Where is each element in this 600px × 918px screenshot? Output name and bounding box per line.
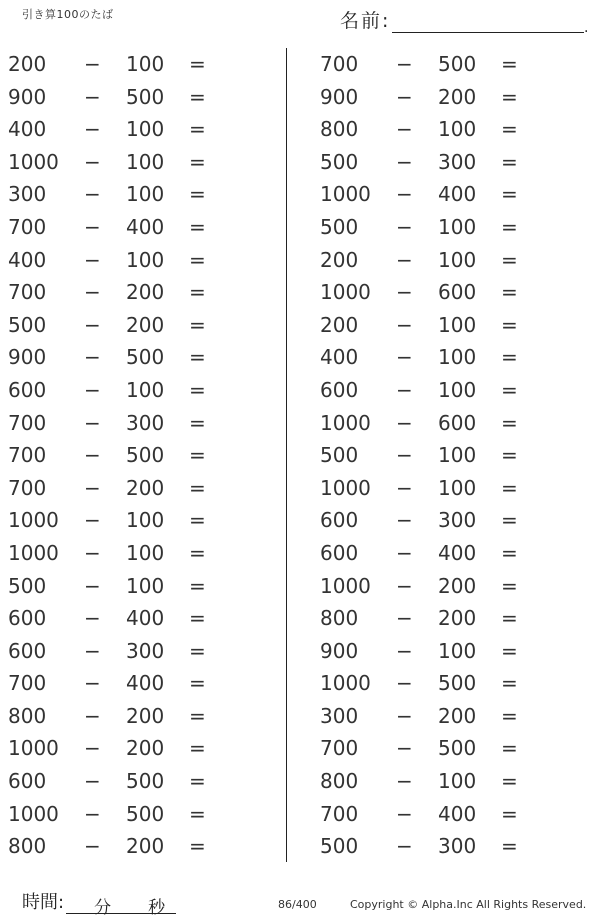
minus-sign: − [84,736,101,761]
equals-sign: = [501,540,518,565]
minuend: 1000 [8,149,59,174]
minuend: 800 [320,769,359,794]
subtrahend: 100 [438,638,477,663]
subtrahend: 100 [438,214,477,239]
minus-sign: − [396,801,413,826]
minus-sign: − [396,377,413,402]
equals-sign: = [501,377,518,402]
equals-sign: = [501,769,518,794]
subtrahend: 200 [126,475,165,500]
minus-sign: − [84,117,101,142]
subtrahend: 600 [438,410,477,435]
subtrahend: 200 [126,280,165,305]
subtrahend: 100 [126,377,165,402]
subtrahend: 500 [438,736,477,761]
equals-sign: = [501,84,518,109]
minus-sign: − [84,703,101,728]
equals-sign: = [189,475,206,500]
minuend: 300 [8,182,47,207]
minus-sign: − [396,475,413,500]
minuend: 1000 [320,475,371,500]
equals-sign: = [501,736,518,761]
minus-sign: − [396,182,413,207]
minus-sign: − [84,280,101,305]
subtrahend: 300 [126,638,165,663]
subtrahend: 600 [438,280,477,305]
equals-sign: = [189,834,206,859]
column-divider [286,48,287,862]
minuend: 500 [320,834,359,859]
subtrahend: 200 [126,736,165,761]
minus-sign: − [396,606,413,631]
equals-sign: = [189,280,206,305]
minuend: 800 [320,606,359,631]
equals-sign: = [189,736,206,761]
minuend: 500 [320,149,359,174]
minus-sign: − [84,475,101,500]
worksheet-title: 引き算100のたば [22,8,114,21]
equals-sign: = [501,834,518,859]
equals-sign: = [501,475,518,500]
minus-sign: − [396,703,413,728]
minus-sign: − [396,345,413,370]
subtrahend: 100 [126,149,165,174]
subtrahend: 100 [438,443,477,468]
minuend: 200 [320,312,359,337]
subtrahend: 300 [438,834,477,859]
minuend: 700 [320,52,359,76]
subtrahend: 100 [126,52,165,76]
equals-sign: = [189,671,206,696]
equals-sign: = [189,443,206,468]
subtrahend: 400 [126,214,165,239]
subtrahend: 500 [126,443,165,468]
minuend: 300 [320,703,359,728]
minuend: 600 [320,377,359,402]
subtrahend: 100 [438,475,477,500]
minus-sign: − [396,573,413,598]
subtrahend: 100 [126,508,165,533]
minus-sign: − [396,508,413,533]
minus-sign: − [84,638,101,663]
minus-sign: − [84,345,101,370]
minuend: 200 [320,247,359,272]
minus-sign: − [84,214,101,239]
subtrahend: 200 [126,312,165,337]
equals-sign: = [189,638,206,663]
subtrahend: 100 [126,117,165,142]
subtrahend: 400 [126,606,165,631]
minuend: 1000 [320,182,371,207]
minuend: 1000 [320,410,371,435]
equals-sign: = [189,769,206,794]
subtrahend: 100 [126,540,165,565]
minuend: 800 [8,703,47,728]
subtrahend: 400 [438,182,477,207]
subtrahend: 200 [126,703,165,728]
minuend: 700 [320,736,359,761]
minus-sign: − [84,377,101,402]
subtrahend: 500 [438,671,477,696]
minus-sign: − [396,149,413,174]
subtrahend: 400 [438,801,477,826]
minus-sign: − [396,736,413,761]
minus-sign: − [84,149,101,174]
subtrahend: 300 [126,410,165,435]
minuend: 700 [8,214,47,239]
minus-sign: − [84,312,101,337]
equals-sign: = [189,573,206,598]
minuend: 900 [8,345,47,370]
equals-sign: = [501,703,518,728]
minus-sign: − [84,508,101,533]
equals-sign: = [501,345,518,370]
equals-sign: = [189,606,206,631]
name-field [340,6,584,33]
subtrahend: 100 [438,247,477,272]
time-field [22,888,176,918]
equals-sign: = [189,117,206,142]
subtrahend: 100 [438,117,477,142]
subtrahend: 400 [438,540,477,565]
equals-sign: = [189,52,206,76]
minus-sign: − [396,84,413,109]
minus-sign: − [396,410,413,435]
equals-sign: = [189,214,206,239]
subtrahend: 100 [438,312,477,337]
subtrahend: 200 [126,834,165,859]
equals-sign: = [501,801,518,826]
equals-sign: = [501,410,518,435]
page-number: 86/400 [278,898,317,911]
minus-sign: − [396,312,413,337]
equals-sign: = [501,312,518,337]
minus-sign: − [396,540,413,565]
equals-sign: = [501,117,518,142]
minuend: 700 [8,443,47,468]
equals-sign: = [501,508,518,533]
equals-sign: = [189,247,206,272]
subtrahend: 100 [126,573,165,598]
equals-sign: = [189,508,206,533]
equals-sign: = [501,280,518,305]
minus-sign: − [396,443,413,468]
minuend: 700 [8,671,47,696]
subtrahend: 100 [438,345,477,370]
minuend: 1000 [320,280,371,305]
minus-sign: − [84,801,101,826]
equals-sign: = [189,312,206,337]
minuend: 600 [8,377,47,402]
minuend: 600 [8,638,47,663]
minus-sign: − [396,247,413,272]
minuend: 700 [8,280,47,305]
equals-sign: = [501,247,518,272]
name-label: 名前: [340,10,391,32]
equals-sign: = [189,149,206,174]
minus-sign: − [84,540,101,565]
equals-sign: = [189,801,206,826]
minuend: 1000 [320,671,371,696]
subtrahend: 100 [126,182,165,207]
equals-sign: = [501,638,518,663]
equals-sign: = [501,671,518,696]
equals-sign: = [189,345,206,370]
minuend: 1000 [320,573,371,598]
minus-sign: − [396,671,413,696]
subtrahend: 500 [126,769,165,794]
minuend: 400 [8,247,47,272]
subtrahend: 300 [438,508,477,533]
time-blank-line[interactable] [66,891,176,918]
minuend: 1000 [8,508,59,533]
equals-sign: = [189,84,206,109]
minuend: 500 [320,443,359,468]
equals-sign: = [189,703,206,728]
subtrahend: 500 [126,345,165,370]
subtrahend: 400 [126,671,165,696]
minuend: 1000 [8,736,59,761]
equals-sign: = [501,149,518,174]
minuend: 500 [320,214,359,239]
minus-sign: − [396,52,413,76]
minus-sign: − [84,671,101,696]
minus-sign: − [84,769,101,794]
minuend: 700 [8,410,47,435]
subtrahend: 500 [126,84,165,109]
minus-sign: − [84,410,101,435]
minus-sign: − [84,443,101,468]
minuend: 1000 [8,801,59,826]
subtrahend: 200 [438,84,477,109]
minuend: 1000 [8,540,59,565]
minuend: 600 [8,606,47,631]
minus-sign: − [84,84,101,109]
minuend: 700 [8,475,47,500]
minuend: 800 [8,834,47,859]
minus-sign: − [396,117,413,142]
subtrahend: 200 [438,573,477,598]
minuend: 800 [320,117,359,142]
minutes-label: 分 [94,898,112,918]
minuend: 900 [320,638,359,663]
equals-sign: = [501,182,518,207]
minus-sign: − [396,214,413,239]
minuend: 600 [8,769,47,794]
minus-sign: − [84,182,101,207]
minuend: 500 [8,573,47,598]
minus-sign: − [84,834,101,859]
minus-sign: − [396,280,413,305]
subtrahend: 100 [126,247,165,272]
minuend: 600 [320,540,359,565]
seconds-label: 秒 [148,898,166,918]
minuend: 600 [320,508,359,533]
subtrahend: 200 [438,703,477,728]
minuend: 700 [320,801,359,826]
equals-sign: = [189,540,206,565]
subtrahend: 100 [438,769,477,794]
subtrahend: 100 [438,377,477,402]
subtrahend: 300 [438,149,477,174]
minus-sign: − [396,769,413,794]
equals-sign: = [501,214,518,239]
minus-sign: − [396,834,413,859]
equals-sign: = [189,410,206,435]
equals-sign: = [501,443,518,468]
equals-sign: = [189,377,206,402]
equals-sign: = [501,52,518,76]
minuend: 400 [320,345,359,370]
minuend: 200 [8,52,47,76]
minus-sign: − [84,606,101,631]
equals-sign: = [501,606,518,631]
minuend: 500 [8,312,47,337]
minus-sign: − [84,52,101,76]
name-blank-line[interactable] [392,12,584,33]
equals-sign: = [189,182,206,207]
subtrahend: 500 [126,801,165,826]
copyright-notice: Copyright © Alpha.Inc All Rights Reserved. [350,898,587,911]
minuend: 400 [8,117,47,142]
minuend: 900 [320,84,359,109]
subtrahend: 500 [438,52,477,76]
minus-sign: − [396,638,413,663]
minus-sign: − [84,247,101,272]
minus-sign: − [84,573,101,598]
equals-sign: = [501,573,518,598]
time-label: 時間: [22,892,65,913]
minuend: 900 [8,84,47,109]
subtrahend: 200 [438,606,477,631]
